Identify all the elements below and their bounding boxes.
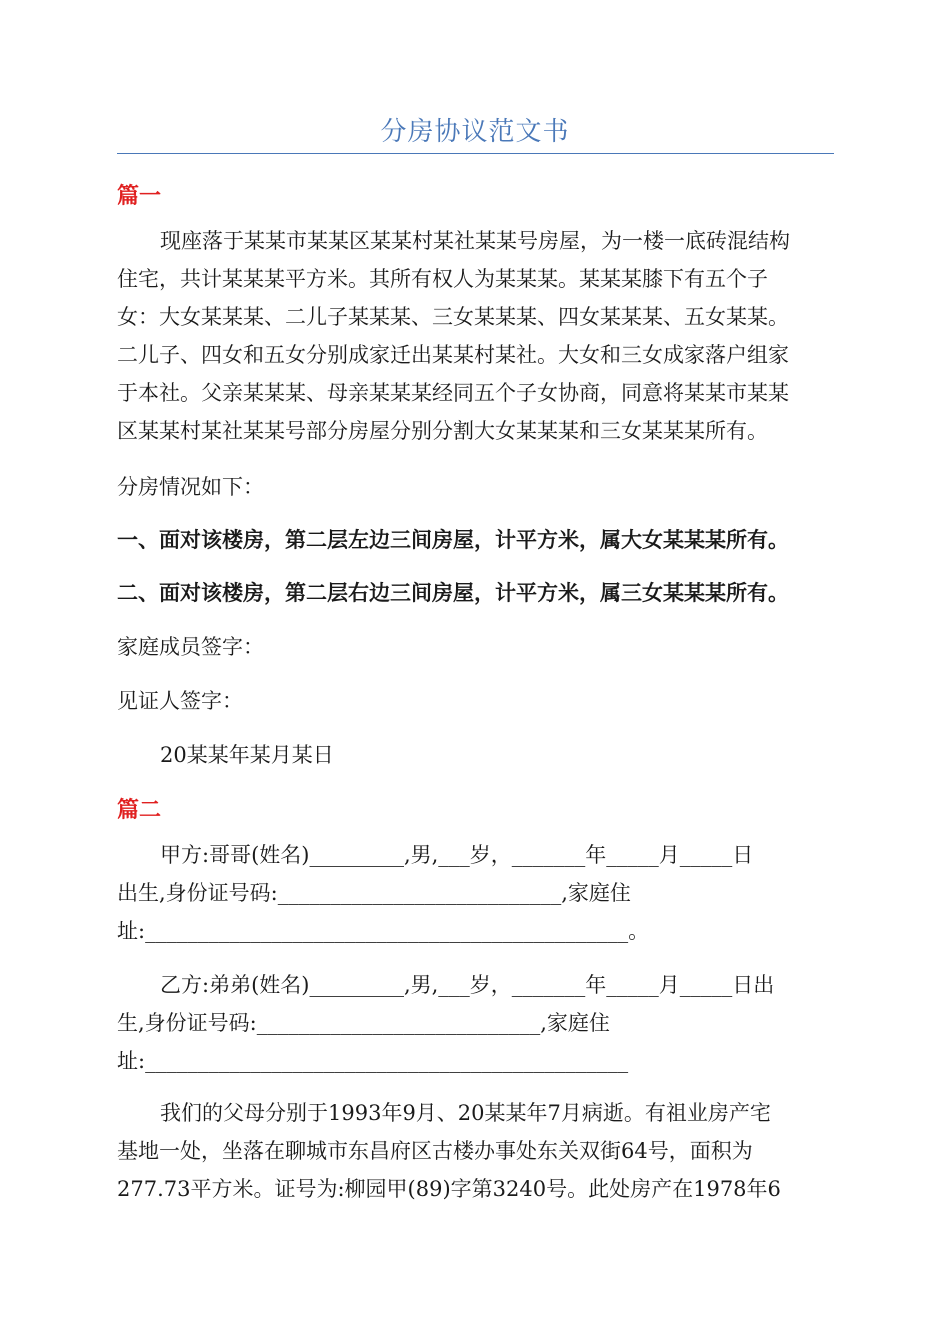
title-underline — [117, 153, 834, 154]
body-line: 277.73平方米。证号为:柳园甲(89)字第3240号。此处房产在1978年6 — [117, 1177, 781, 1201]
body-line: 基地一处，坐落在聊城市东昌府区古楼办事处东关双街64号，面积为 — [117, 1139, 753, 1163]
situation-label: 分房情况如下： — [117, 475, 264, 499]
paragraph-line: 二儿子、四女和五女分别成家迁出某某村某社。大女和三女成家落户组家 — [117, 343, 789, 367]
paragraph-line: 区某某村某社某某号部分房屋分别分割大女某某某和三女某某某所有。 — [117, 419, 768, 443]
paragraph-line: 住宅，共计某某某平方米。其所有权人为某某某。某某某膝下有五个子 — [117, 267, 768, 291]
document-title: 分房协议范文书 — [380, 117, 570, 147]
party-a-line: 址:______________________________________________。 — [117, 919, 650, 943]
allocation-item-2: 二、面对该楼房，第二层右边三间房屋，计平方米，属三女某某某所有。 — [117, 580, 789, 605]
paragraph-line: 于本社。父亲某某某、母亲某某某经同五个子女协商，同意将某某市某某 — [117, 381, 789, 405]
body-line: 我们的父母分别于1993年9月、20某某年7月病逝。有祖业房产宅 — [160, 1101, 771, 1125]
section-heading-1: 篇一 — [117, 183, 162, 209]
witness-signature-label: 见证人签字： — [117, 689, 243, 713]
party-b-line: 乙方:弟弟(姓名)_________,男,___岁，_______年_____月_____日出 — [160, 973, 775, 997]
family-signature-label: 家庭成员签字： — [117, 635, 264, 659]
party-b-line: 址:______________________________________________ — [117, 1049, 629, 1073]
party-a-line: 出生,身份证号码:___________________________,家庭住 — [117, 881, 631, 905]
signing-date: 20某某年某月某日 — [160, 743, 334, 767]
allocation-item-1: 一、面对该楼房，第二层左边三间房屋，计平方米，属大女某某某所有。 — [117, 527, 789, 552]
paragraph-line: 现座落于某某市某某区某某村某社某某号房屋，为一楼一底砖混结构 — [160, 229, 790, 253]
party-b-line: 生,身份证号码:___________________________,家庭住 — [117, 1011, 610, 1035]
paragraph-line: 女：大女某某某、二儿子某某某、三女某某某、四女某某某、五女某某。 — [117, 305, 789, 329]
party-a-line: 甲方:哥哥(姓名)_________,男,___岁，_______年_____月_____日 — [160, 843, 754, 867]
section-heading-2: 篇二 — [117, 797, 162, 823]
